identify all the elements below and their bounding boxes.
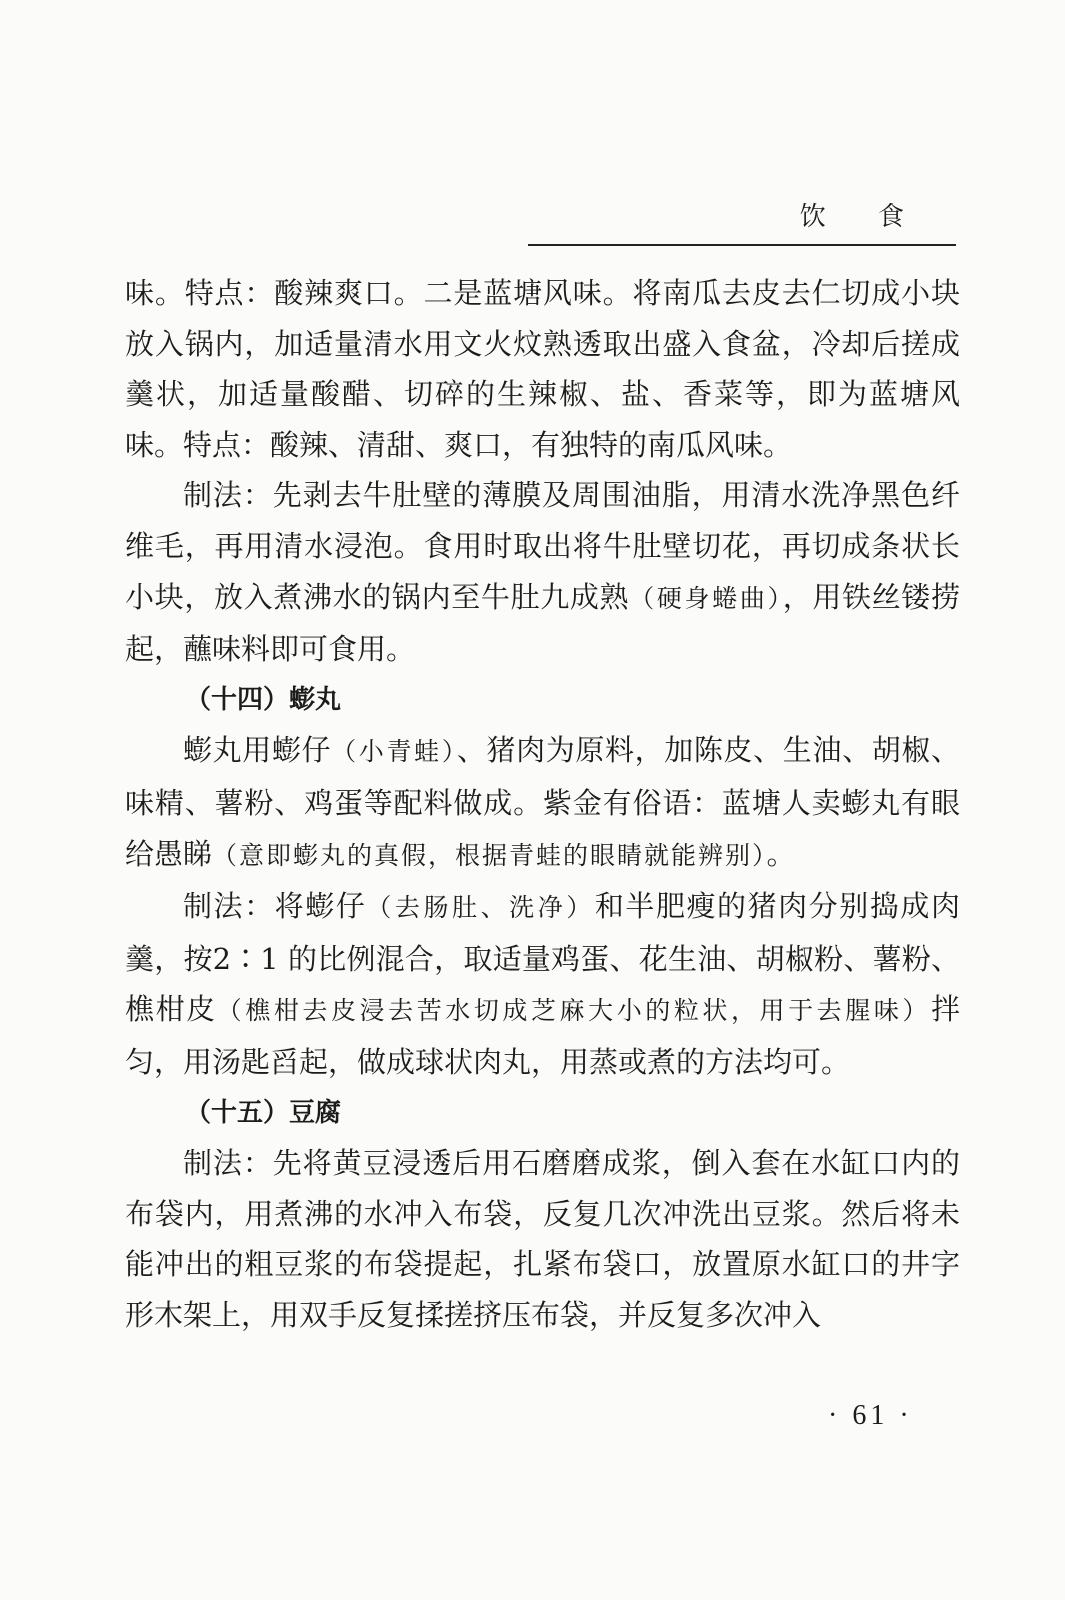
paragraph-text: 制法：先剥去牛肚壁的薄膜及周围油脂，用清水洗净黑色纤维毛，再用清水浸泡。食用时取出将牛肚壁切花，再切成条状长小块，放入煮沸水的锅内至牛肚九成熟 (125, 478, 960, 614)
inline-note: （意即蟛丸的真假，根据青蛙的眼睛就能辨别） (212, 840, 767, 870)
paragraph-text: 味。特点：酸辣爽口。二是蓝塘风味。将南瓜去皮去仁切成小块放入锅内，加适量清水用文火炆熟透取出盛入食盆，冷却后搓成羹状，加适量酸醋、切碎的生辣椒、盐、香菜等，即为蓝塘风味。特点：酸辣、清甜、爽口，有独特的南瓜风味。 (125, 276, 960, 462)
inline-note: （小青蛙） (331, 737, 457, 767)
paragraph-text: 。 (766, 836, 796, 871)
inline-note: （去肠肚、洗净） (366, 893, 595, 923)
subsection-heading: （十五）豆腐 (185, 1097, 342, 1128)
paragraph (125, 881, 960, 1087)
paragraph-text: 、猪肉为原料，加陈皮、生油、胡椒、味精、薯粉、鸡蛋等配料做成。紫金有俗语：蓝塘人卖蟛丸有眼给愚睇 (125, 733, 960, 871)
paragraph-text: 和半肥瘦的猪肉分别捣成肉羹，按2∶1 的比例混合，取适量鸡蛋、花生油、胡椒粉、薯粉、樵柑皮 (125, 889, 960, 1027)
header-rule (528, 244, 956, 246)
paragraph-text: ，用铁丝镂捞起，蘸味料即可食用。 (125, 579, 960, 667)
paragraph (125, 725, 960, 881)
paragraph-text: 制法：将蟛仔 (183, 889, 367, 924)
paragraph (125, 1138, 960, 1340)
page-number: · 61 · (828, 1400, 913, 1431)
inline-note: （樵柑去皮浸去苦水切成芝麻大小的粒状，用于去腥味） (216, 996, 931, 1026)
paragraph-text: 蟛丸用蟛仔 (183, 733, 332, 768)
body-text (125, 268, 960, 1340)
paragraph (125, 470, 960, 674)
paragraph-text: 拌匀，用汤匙舀起，做成球状肉丸，用蒸或煮的方法均可。 (125, 992, 960, 1079)
running-header (528, 190, 956, 246)
inline-note: （硬身蜷曲） (629, 583, 783, 613)
subsection-heading: （十四）蟛丸 (185, 684, 342, 715)
paragraph (125, 268, 960, 470)
paragraph-text: 制法：先将黄豆浸透后用石磨磨成浆，倒入套在水缸口内的布袋内，用煮沸的水冲入布袋，反复几次冲洗出豆浆。然后将未能冲出的粗豆浆的布袋提起，扎紧布袋口，放置原水缸口的井字形木架上，用双手反复揉搓挤压布袋，并反复多次冲入 (125, 1146, 960, 1332)
section-title: 饮 食 (799, 202, 926, 232)
